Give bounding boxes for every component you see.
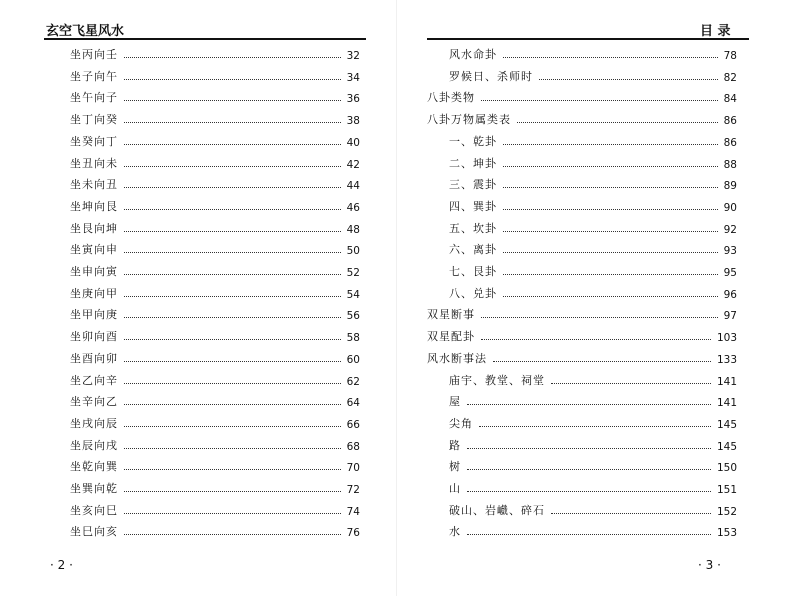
toc-entry-title: 庙宇、教堂、祠堂 — [449, 373, 545, 387]
toc-entry — [70, 302, 360, 322]
toc-entry-page: 97 — [723, 310, 737, 323]
toc-entry — [70, 85, 360, 105]
toc-entry — [70, 454, 360, 474]
toc-entry-page: 84 — [723, 93, 737, 106]
dot-leader — [551, 383, 711, 384]
header-rule — [44, 38, 366, 40]
toc-entry-title: 八卦类物 — [427, 91, 475, 105]
toc-entry-page: 90 — [723, 201, 737, 214]
toc-entry-page: 54 — [346, 288, 360, 301]
toc-entry — [70, 476, 360, 496]
dot-leader — [503, 209, 718, 210]
toc-entry-page: 153 — [716, 527, 737, 540]
toc-entry-page: 145 — [716, 440, 737, 453]
dot-leader — [124, 491, 341, 492]
dot-leader — [124, 100, 341, 101]
toc-entry — [427, 346, 737, 366]
toc-entry-title: 坐庚向甲 — [70, 286, 118, 300]
toc-entry — [427, 129, 737, 149]
toc-entry-page: 103 — [716, 332, 737, 345]
toc-entry-page: 88 — [723, 158, 737, 171]
toc-entry-page: 86 — [723, 136, 737, 149]
toc-entry-page: 82 — [723, 71, 737, 84]
toc-entry-title: 尖角 — [449, 416, 473, 430]
toc-entry-page: 44 — [346, 180, 360, 193]
toc-entry-page: 48 — [346, 223, 360, 236]
right-page — [397, 0, 793, 596]
dot-leader — [124, 57, 341, 58]
toc-entry — [70, 259, 360, 279]
toc-entry — [70, 64, 360, 84]
toc-entry-page: 152 — [716, 505, 737, 518]
toc-entry-page: 52 — [346, 267, 360, 279]
toc-entry-page: 150 — [716, 462, 737, 475]
toc-entry-title: 路 — [449, 438, 461, 452]
toc-entry-title: 三、震卦 — [449, 178, 497, 192]
toc-entry-page: 40 — [346, 136, 360, 149]
toc-entry-title: 坐未向丑 — [70, 178, 118, 192]
toc-entry-title: 坐午向子 — [70, 91, 118, 105]
toc-entry — [427, 433, 737, 453]
toc-entry — [70, 346, 360, 366]
toc-entry-page: 60 — [346, 353, 360, 366]
dot-leader — [503, 274, 718, 275]
toc-entry-title: 双星断事 — [427, 308, 475, 322]
toc-entry-title: 坐戌向辰 — [70, 416, 118, 430]
toc-entry-page: 56 — [346, 310, 360, 323]
toc-entry — [70, 42, 360, 62]
toc-entry-page: 70 — [346, 462, 360, 475]
toc-entry-title: 五、坎卦 — [449, 221, 497, 235]
toc-entry-title: 坐辰向戌 — [70, 438, 118, 452]
dot-leader — [124, 274, 341, 275]
toc-entry-page: 78 — [723, 50, 737, 62]
toc-entry-title: 坐癸向丁 — [70, 134, 118, 148]
dot-leader — [467, 534, 711, 535]
toc-entry — [427, 194, 737, 214]
dot-leader — [124, 144, 341, 145]
toc-entry-title: 坐乙向辛 — [70, 373, 118, 387]
toc-entry — [427, 85, 737, 105]
toc-entry-title: 坐辛向乙 — [70, 395, 118, 409]
toc-entry — [427, 476, 737, 496]
toc-entry-page: 86 — [723, 115, 737, 128]
toc-entry-page: 36 — [346, 93, 360, 106]
toc-entry — [70, 129, 360, 149]
toc-entry-title: 坐甲向庚 — [70, 308, 118, 322]
book-title-header: 玄空飞星风水 — [46, 24, 125, 39]
toc-entry-title: 坐酉向卯 — [70, 351, 118, 365]
toc-entry — [427, 302, 737, 322]
dot-leader — [124, 252, 341, 253]
toc-entry — [70, 498, 360, 518]
toc-entry-page: 92 — [723, 223, 737, 236]
toc-entry — [427, 389, 737, 409]
toc-entry-page: 141 — [716, 375, 737, 388]
dot-leader — [124, 383, 341, 384]
toc-entry — [427, 237, 737, 257]
dot-leader — [124, 296, 341, 297]
toc-entry — [427, 498, 737, 518]
dot-leader — [124, 231, 341, 232]
left-page — [0, 0, 396, 596]
toc-entry — [70, 519, 360, 539]
toc-entry — [70, 281, 360, 301]
dot-leader — [124, 317, 341, 318]
dot-leader — [481, 317, 718, 318]
dot-leader — [124, 404, 341, 405]
dot-leader — [124, 79, 341, 80]
toc-entry-page: 133 — [716, 353, 737, 366]
toc-entry-page: 151 — [716, 484, 737, 496]
toc-entry-page: 93 — [723, 245, 737, 258]
toc-entry — [70, 107, 360, 127]
toc-entry-page: 66 — [346, 418, 360, 431]
toc-entry — [427, 172, 737, 192]
toc-entry-title: 四、巽卦 — [449, 199, 497, 213]
toc-entry — [70, 194, 360, 214]
toc-entry-title: 八卦万物属类表 — [427, 113, 511, 127]
toc-entry — [427, 411, 737, 431]
toc-entry-page: 96 — [723, 288, 737, 301]
dot-leader — [467, 469, 711, 470]
toc-entry — [70, 411, 360, 431]
toc-entry-title: 坐子向午 — [70, 69, 118, 83]
dot-leader — [481, 100, 718, 101]
toc-entry — [70, 216, 360, 236]
toc-entry-page: 74 — [346, 505, 360, 518]
toc-entry-page: 72 — [346, 484, 360, 496]
toc-entry-page: 46 — [346, 201, 360, 214]
toc-entry-page: 141 — [716, 397, 737, 410]
dot-leader — [539, 79, 718, 80]
dot-leader — [467, 404, 711, 405]
dot-leader — [551, 513, 711, 514]
dot-leader — [503, 231, 718, 232]
dot-leader — [124, 166, 341, 167]
toc-entry — [70, 172, 360, 192]
dot-leader — [517, 122, 718, 123]
toc-entry — [427, 151, 737, 171]
dot-leader — [124, 209, 341, 210]
dot-leader — [481, 339, 711, 340]
toc-entry-page: 38 — [346, 115, 360, 128]
toc-entry-title: 坐坤向艮 — [70, 199, 118, 213]
toc-entry-title: 水 — [449, 525, 461, 539]
toc-entry-page: 89 — [723, 180, 737, 193]
dot-leader — [124, 122, 341, 123]
toc-entry-title: 坐亥向巳 — [70, 503, 118, 517]
dot-leader — [124, 339, 341, 340]
toc-entry — [70, 433, 360, 453]
toc-entry — [427, 454, 737, 474]
dot-leader — [503, 187, 718, 188]
toc-entry-page: 50 — [346, 245, 360, 258]
dot-leader — [503, 57, 718, 58]
dot-leader — [124, 448, 341, 449]
toc-entry-title: 六、离卦 — [449, 243, 497, 257]
dot-leader — [467, 491, 711, 492]
page-number-right: · 3 · — [698, 558, 721, 572]
header-rule — [427, 38, 749, 40]
toc-entry-title: 山 — [449, 482, 461, 495]
toc-entry-title: 一、乾卦 — [449, 134, 497, 148]
toc-entry-page: 95 — [723, 267, 737, 279]
toc-entry-title: 坐丁向癸 — [70, 113, 118, 127]
toc-entry-title: 七、艮卦 — [449, 265, 497, 278]
dot-leader — [124, 534, 341, 535]
toc-entry — [70, 237, 360, 257]
toc-entry-title: 二、坤卦 — [449, 156, 497, 170]
dot-leader — [503, 252, 718, 253]
toc-entry-title: 罗候日、杀师时 — [449, 69, 533, 83]
toc-entry — [427, 324, 737, 344]
toc-entry-title: 树 — [449, 460, 461, 474]
toc-entry-page: 32 — [346, 50, 360, 62]
toc-entry-title: 屋 — [449, 395, 461, 409]
toc-entry-title: 坐丙向壬 — [70, 48, 118, 61]
dot-leader — [503, 144, 718, 145]
toc-entry-title: 坐卯向酉 — [70, 330, 118, 344]
toc-entry-title: 八、兑卦 — [449, 286, 497, 300]
toc-entry — [70, 389, 360, 409]
toc-entry-page: 145 — [716, 418, 737, 431]
dot-leader — [493, 361, 711, 362]
dot-leader — [124, 469, 341, 470]
toc-entry — [427, 42, 737, 62]
toc-entry-title: 风水断事法 — [427, 351, 487, 365]
toc-entry-page: 76 — [346, 527, 360, 540]
dot-leader — [467, 448, 711, 449]
toc-entry-title: 双星配卦 — [427, 330, 475, 344]
dot-leader — [503, 166, 718, 167]
toc-entry-title: 坐丑向未 — [70, 156, 118, 170]
toc-entry — [70, 151, 360, 171]
toc-entry — [70, 324, 360, 344]
dot-leader — [124, 187, 341, 188]
toc-entry-page: 64 — [346, 397, 360, 410]
toc-entry — [427, 281, 737, 301]
toc-entry — [427, 259, 737, 279]
toc-entry — [427, 107, 737, 127]
toc-entry-title: 破山、岩巇、碎石 — [449, 503, 545, 517]
toc-entry-title: 坐巳向亥 — [70, 525, 118, 539]
toc-entry-title: 坐艮向坤 — [70, 221, 118, 235]
dot-leader — [503, 296, 718, 297]
toc-entry-title: 坐申向寅 — [70, 265, 118, 278]
toc-entry-title: 坐巽向乾 — [70, 482, 118, 495]
toc-entry-page: 62 — [346, 375, 360, 388]
toc-entry-page: 34 — [346, 71, 360, 84]
dot-leader — [124, 513, 341, 514]
toc-entry — [427, 519, 737, 539]
page-number-left: · 2 · — [50, 558, 73, 572]
toc-entry-page: 42 — [346, 158, 360, 171]
toc-entry — [427, 216, 737, 236]
dot-leader — [124, 426, 341, 427]
toc-entry — [70, 368, 360, 388]
toc-entry-page: 68 — [346, 440, 360, 453]
toc-entry-title: 坐寅向申 — [70, 243, 118, 257]
dot-leader — [479, 426, 711, 427]
contents-header: 目 录 — [700, 24, 731, 39]
dot-leader — [124, 361, 341, 362]
toc-entry — [427, 64, 737, 84]
toc-entry-page: 58 — [346, 332, 360, 345]
toc-entry — [427, 368, 737, 388]
toc-entry-title: 坐乾向巽 — [70, 460, 118, 474]
toc-entry-title: 风水命卦 — [449, 48, 497, 61]
